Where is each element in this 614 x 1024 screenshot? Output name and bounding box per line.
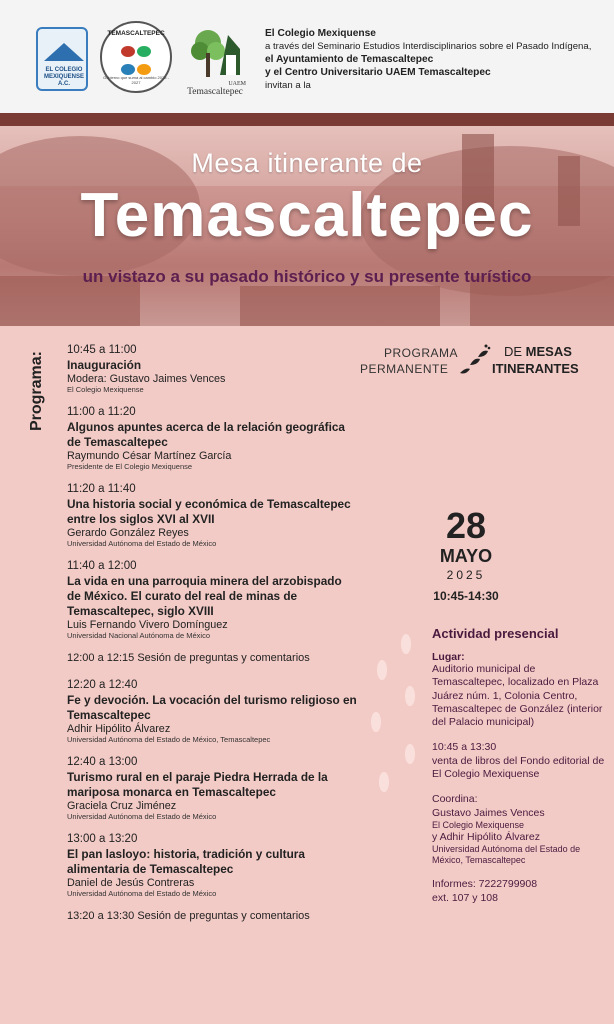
organizer-line-1: El Colegio Mexiquense [265, 28, 376, 39]
uaem-logo-name: Temascaltepec [187, 87, 243, 97]
footsteps-decoration-icon [366, 630, 422, 810]
program-item [67, 678, 357, 745]
program-label-text: Programa: [28, 350, 46, 432]
date-year: 2025 [446, 568, 486, 582]
item-speaker: Luis Fernando Vivero Domínguez [67, 619, 228, 631]
permanent-right-2: ITINERANTES [492, 361, 579, 376]
coordinator-label: Coordina: [432, 793, 478, 806]
organizer-line-5: invitan a la [265, 80, 311, 91]
temascaltepec-municipal-logo [100, 21, 172, 93]
program-item [67, 405, 357, 472]
uaem-logo-tag: UAEM [228, 81, 246, 87]
sale-time: 10:45 a 13:30 [432, 741, 497, 754]
item-time: 12:40 a 13:00 [67, 756, 138, 768]
municipal-logo-sub: Gobierno que suma al cambio 2025 - 2027 [103, 75, 169, 85]
contact-extension: ext. 107 y 108 [432, 891, 498, 904]
header [0, 0, 614, 113]
item-time: 10:45 a 11:00 [67, 344, 137, 356]
item-affiliation: Universidad Autónoma del Estado de México [67, 539, 217, 548]
item-title: Inauguración [67, 358, 142, 372]
item-time: 12:20 a 12:40 [67, 679, 138, 691]
permanent-left-2: PERMANENTE [360, 362, 449, 376]
permanent-right-1-pre: DE [504, 344, 526, 359]
item-time: 11:00 a 11:20 [67, 406, 136, 418]
item-speaker: Raymundo César Martínez García [67, 450, 232, 462]
event-title-small: Mesa itinerante de [191, 148, 423, 178]
tree-icon [188, 27, 242, 79]
program-list [67, 343, 357, 936]
item-title: Una historia social y económica de Temascaltepec entre los siglos XVI al XVII [67, 497, 351, 526]
item-affiliation: Universidad Autónoma del Estado de México [67, 812, 217, 821]
item-affiliation: Universidad Autónoma del Estado de México [67, 889, 217, 898]
uaem-logo-caption [182, 81, 248, 97]
item-affiliation: Universidad Autónoma del Estado de México, Temascaltepec [67, 735, 271, 744]
banner-roof [240, 286, 440, 326]
item-speaker: Daniel de Jesús Contreras [67, 877, 195, 889]
date-hours: 10:45-14:30 [433, 589, 499, 603]
item-speaker: Modera: Gustavo Jaimes Vences [67, 373, 226, 385]
colegio-logo-text: EL COLEGIO MEXIQUENSE A.C. [43, 67, 84, 87]
municipal-logo-text: TEMASCALTEPEC [107, 30, 165, 37]
item-title: Turismo rural en el paraje Piedra Herrada de la mariposa monarca en Temascaltepec [67, 770, 328, 799]
item-affiliation: El Colegio Mexiquense [67, 385, 144, 394]
organizer-line-2: a través del Seminario Estudios Interdisciplinarios sobre el Pasado Indígena, [265, 41, 592, 52]
item-time: 11:20 a 11:40 [67, 483, 136, 495]
event-subtitle: un vistazo a su pasado histórico y su presente turístico [82, 267, 532, 286]
sale-text: venta de libros del Fondo editorial de El Colegio Mexiquense [432, 754, 605, 781]
program-item [67, 832, 357, 899]
place-label: Lugar: [432, 651, 465, 663]
coordinator-2: y Adhir Hipólito Álvarez [432, 830, 540, 843]
item-time: 11:40 a 12:00 [67, 560, 137, 572]
permanent-left-1: PROGRAMA [384, 346, 459, 360]
glyph-icon [120, 45, 152, 71]
event-date [420, 506, 512, 604]
item-speaker: Adhir Hipólito Álvarez [67, 723, 171, 735]
item-affiliation: Universidad Nacional Autónoma de México [67, 631, 210, 640]
event-info [432, 626, 608, 905]
organizers-text [265, 27, 610, 92]
colegio-mexiquense-logo [36, 27, 88, 91]
contact-phone: Informes: 7222799908 [432, 878, 538, 891]
uaem-temascaltepec-logo [182, 27, 248, 97]
item-title: La vida en una parroquia minera del arzobispado de México. El curato del real de minas de Temascaltepec, siglo XVIII [67, 574, 342, 618]
program-item [67, 559, 357, 641]
activity-type: Actividad presencial [432, 626, 559, 641]
qa-session: 12:00 a 12:15 Sesión de preguntas y comentarios [67, 652, 310, 664]
organizer-line-4: y el Centro Universitario UAEM Temascaltepec [265, 67, 491, 78]
program-label [27, 350, 45, 432]
item-affiliation: Presidente de El Colegio Mexiquense [67, 462, 193, 471]
item-speaker: Gerardo González Reyes [67, 527, 189, 539]
permanent-right-1 [504, 344, 572, 359]
mountain-icon [44, 43, 84, 61]
coordinator-2-affiliation: Universidad Autónoma del Estado de México, Temascaltepec [432, 844, 581, 866]
item-title: Algunos apuntes acerca de la relación geográfica de Temascaltepec [67, 420, 345, 449]
item-speaker: Graciela Cruz Jiménez [67, 800, 177, 812]
event-title-large: Temascaltepec [80, 181, 534, 250]
date-month: MAYO [439, 546, 493, 566]
permanent-program-logo [360, 343, 600, 379]
coordinator-1: Gustavo Jaimes Vences [432, 806, 545, 819]
place-text: Auditorio municipal de Temascaltepec, localizado en Plaza Juárez núm. 1, Colonia Centro, Temascaltepec de González (interior del Palacio municipal) [432, 663, 603, 729]
program-item [67, 482, 357, 549]
coordinator-1-affiliation: El Colegio Mexiquense [432, 819, 525, 830]
program-item [67, 755, 357, 822]
permanent-right-1-bold: MESAS [525, 344, 572, 359]
item-time: 13:00 a 13:20 [67, 833, 138, 845]
footprints-icon [456, 343, 492, 379]
divider-stripe [0, 113, 614, 126]
qa-session: 13:20 a 13:30 Sesión de preguntas y comentarios [67, 910, 310, 922]
hero-banner [0, 126, 614, 326]
date-day: 28 [445, 505, 487, 546]
item-title: El pan lasloyo: historia, tradición y cultura alimentaria de Temascaltepec [67, 847, 305, 876]
organizer-line-3: el Ayuntamiento de Temascaltepec [265, 54, 434, 65]
item-title: Fe y devoción. La vocación del turismo religioso en Temascaltepec [67, 693, 357, 722]
program-item [67, 343, 357, 395]
